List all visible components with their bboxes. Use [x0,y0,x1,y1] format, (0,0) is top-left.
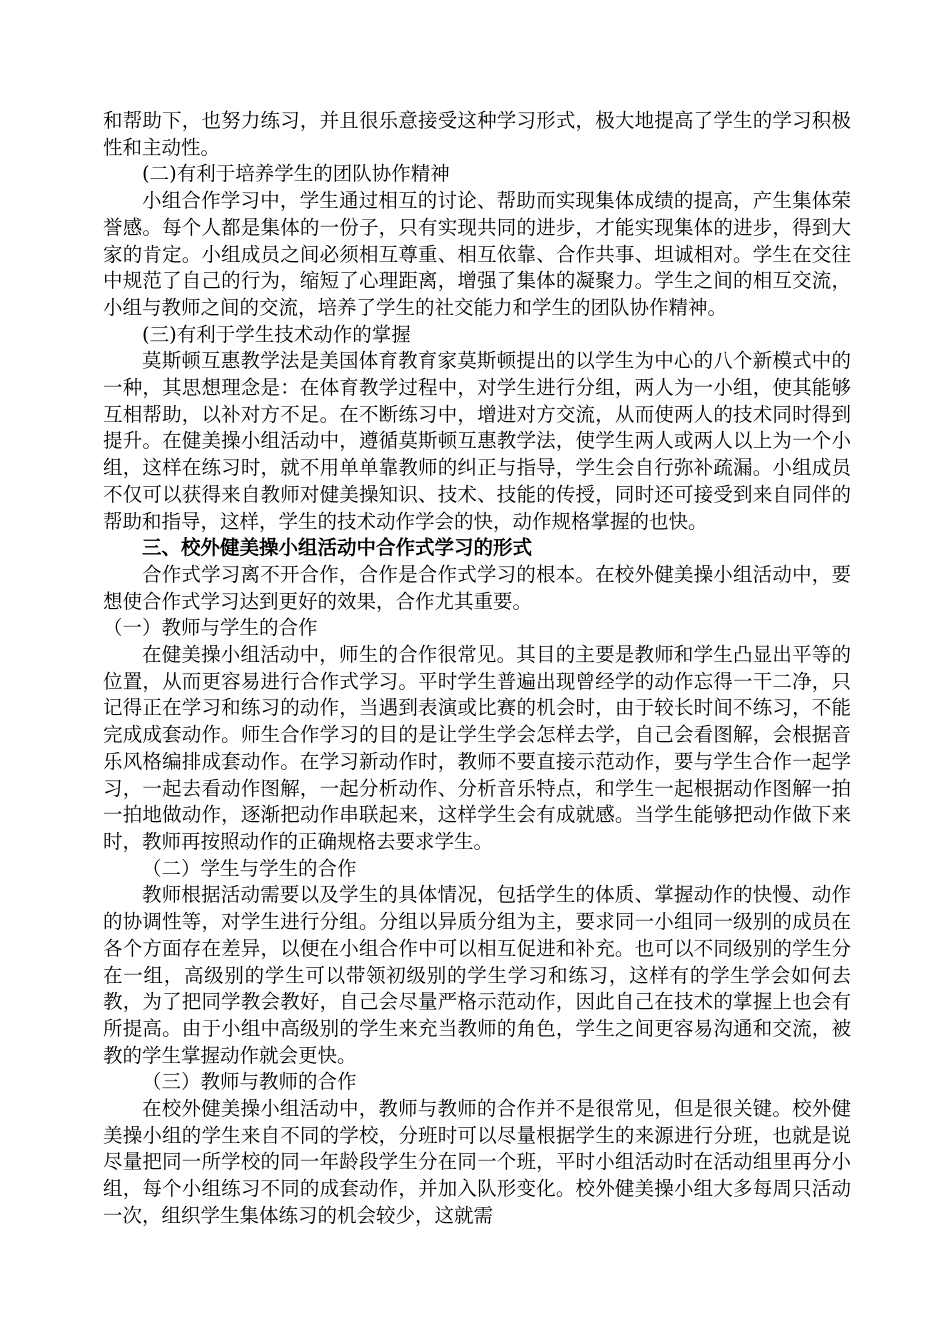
document-page [103,108,851,1230]
section-subheading-student-student: （二）学生与学生的合作 [142,856,357,880]
paragraph-student-student: 教师根据活动需要以及学生的具体情况，包括学生的体质、掌握动作的快慢、动作的协调性等，对学生进行分组。分组以异质分组为主，要求同一小组同一级别的成员在各个方面存在差异，以便在小组合作中可以相互促进和补充。也可以不同级别的学生分在一组，高级别的学生可以带领初级别的学生学习和练习，这样有的学生学会如何去教，为了把同学教会教好，自己会尽量严格示范动作，因此自己在技术的掌握上也会有所提高。由于小组中高级别的学生来充当教师的角色，学生之间更容易沟通和交流，被教的学生掌握动作就会更快。 [103,883,851,1067]
paragraph-teacher-student: 在健美操小组活动中，师生的合作很常见。其目的主要是教师和学生凸显出平等的位置，从而更容易进行合作式学习。平时学生普遍出现曾经学的动作忘得一干二净，只记得正在学习和练习的动作，当遇到表演或比赛的机会时，由于较长时间不练习，不能完成成套动作。师生合作学习的目的是让学生学会怎样去学，自己会看图解，会根据音乐风格编排成套动作。在学习新动作时，教师不要直接示范动作，要与学生合作一起学习，一起去看动作图解，一起分析动作、分析音乐特点，和学生一起根据动作图解一拍一拍地做动作，逐渐把动作串联起来，这样学生会有成就感。当学生能够把动作做下来时，教师再按照动作的正确规格去要求学生。 [103,643,851,853]
paragraph-continued: 和帮助下，也努力练习，并且很乐意接受这种学习形式，极大地提高了学生的学习积极性和主动性。 [103,109,851,159]
section-subheading-technique: (三)有利于学生技术动作的掌握 [142,322,411,346]
section-heading-forms: 三、校外健美操小组活动中合作式学习的形式 [142,536,533,560]
paragraph-forms-intro: 合作式学习离不开合作，合作是合作式学习的根本。在校外健美操小组活动中，要想使合作式学习达到更好的效果，合作尤其重要。 [103,562,851,613]
paragraph-mosston: 莫斯顿互惠教学法是美国体育教育家莫斯顿提出的以学生为中心的八个新模式中的一种，其思想理念是：在体育教学过程中，对学生进行分组，两人为一小组，使其能够互相帮助，以补对方不足。在不断练习中，增进对方交流，从而使两人的技术同时得到提升。在健美操小组活动中，遵循莫斯顿互惠教学法，使学生两人或两人以上为一个小组，这样在练习时，就不用单单靠教师的纠正与指导，学生会自行弥补疏漏。小组成员不仅可以获得来自教师对健美操知识、技术、技能的传授，同时还可接受到来自同伴的帮助和指导，这样，学生的技术动作学会的快，动作规格掌握的也快。 [103,349,851,533]
paragraph-team-spirit: 小组合作学习中，学生通过相互的讨论、帮助而实现集体成绩的提高，产生集体荣誉感。每个人都是集体的一份子，只有实现共同的进步，才能实现集体的进步，得到大家的肯定。小组成员之间必须相互尊重、相互依靠、合作共事、坦诚相对。学生在交往中规范了自己的行为，缩短了心理距离，增强了集体的凝聚力。学生之间的相互交流，小组与教师之间的交流，培养了学生的社交能力和学生的团队协作精神。 [103,189,851,319]
section-subheading-team-spirit: (二)有利于培养学生的团队协作精神 [142,162,450,186]
paragraph-teacher-teacher: 在校外健美操小组活动中，教师与教师的合作并不是很常见，但是很关键。校外健美操小组的学生来自不同的学校，分班时可以尽量根据学生的来源进行分班，也就是说尽量把同一所学校的同一年龄段学生分在同一个班，平时小组活动时在活动组里再分小组，每个小组练习不同的成套动作，并加入队形变化。校外健美操小组大多每周只活动一次，组织学生集体练习的机会较少，这就需 [103,1097,851,1227]
section-subheading-teacher-student: （一）教师与学生的合作 [103,616,318,640]
section-subheading-teacher-teacher: （三）教师与教师的合作 [142,1070,357,1094]
